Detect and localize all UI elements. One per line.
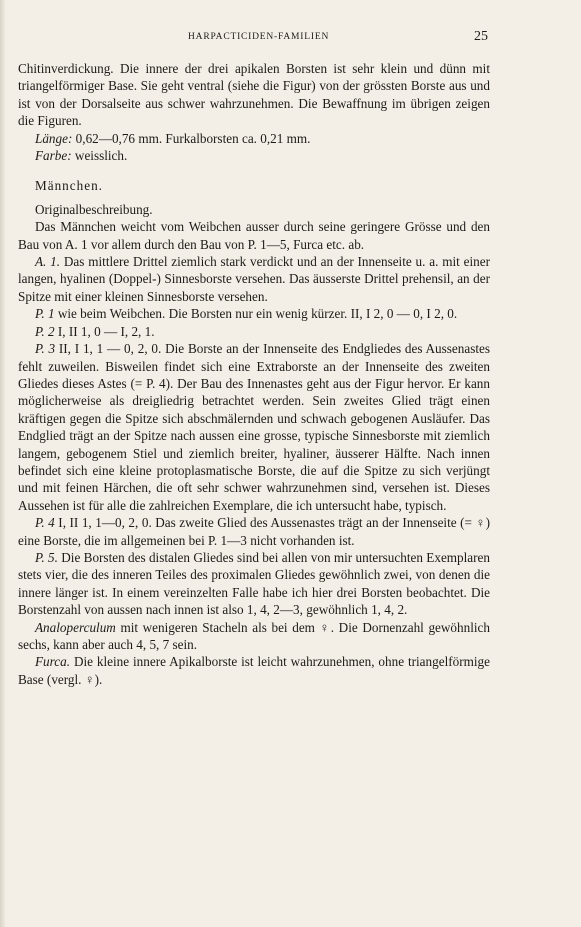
paragraph-text: Die Borsten des distalen Gliedes sind bei allen von mir untersuchten Exemplaren stets vier, die des inneren Teiles des proximalen Gliedes gewöhnlich zwei, von denen die innere länger ist. In einem vereinzelten Falle habe ich hier drei Borsten beobachtet. Die Borstenzahl von aussen nach innen ist also 1, 4, 2—3, gewöhnlich 1, 4, 2. bbox=[18, 549, 490, 618]
paragraph-label: P. 5. bbox=[35, 549, 58, 565]
paragraph-text: Die kleine innere Apikalborste ist leicht wahrzunehmen, ohne triangelförmige Base (vergl. ♀). bbox=[18, 654, 490, 687]
paragraph-text: Das mittlere Drittel ziemlich stark verdickt und an der Innenseite u. a. mit einer langen, hyalinen (Doppel-) Sinnesborste versehen. Das äusserste Drittel prehensil, an der Spitze mit einer kleinen Sinnesborste versehen. bbox=[18, 254, 490, 304]
paragraph-p5 bbox=[18, 549, 490, 619]
paragraph-color bbox=[18, 147, 490, 164]
section-gap bbox=[18, 164, 490, 177]
paragraph-text: Chitinverdickung. Die innere der drei apikalen Borsten ist sehr klein und dünn mit triangelförmiger Base. Sie geht ventral (siehe die Figur) von der grössten Borste aus und ist von der Dorsalseite aus schwer wahrzunehmen. Die Bewaffnung im übrigen zeigen die Figuren. bbox=[18, 61, 490, 129]
paragraph-text: Das Männchen weicht vom Weibchen ausser durch seine geringere Grösse und den Bau von A. 1 vor allem durch den Bau von P. 1—5, Furca etc. ab. bbox=[18, 219, 490, 252]
paragraph-analoperculum bbox=[18, 619, 490, 654]
paragraph-label: P. 4 bbox=[35, 515, 55, 531]
paragraph-label: Furca. bbox=[35, 654, 71, 670]
paragraph-text: mit wenigeren Stacheln als bei dem ♀. Die Dornenzahl gewöhnlich sechs, kann aber auch 4, 5, 7 sein. bbox=[18, 619, 490, 652]
paragraph-p2 bbox=[18, 323, 490, 340]
paragraph-label: P. 3 bbox=[35, 341, 56, 357]
page-number: 25 bbox=[474, 29, 488, 44]
page-edge-shadow bbox=[0, 0, 6, 927]
paragraph-label: P. 1 bbox=[35, 306, 55, 322]
paragraph-label: P. 2 bbox=[35, 323, 55, 339]
paragraph-label: A. 1. bbox=[35, 254, 61, 270]
paragraph-original-description bbox=[18, 201, 490, 218]
paragraph-text: 0,62—0,76 mm. Furkalborsten ca. 0,21 mm. bbox=[72, 130, 311, 146]
paragraph-text: I, II 1, 1—0, 2, 0. Das zweite Glied des Aussenastes trägt an der Innenseite (= ♀) eine Borste, die im allgemeinen bei P. 1—3 nicht vorhanden ist. bbox=[18, 515, 491, 548]
paragraph-chitin bbox=[18, 60, 490, 130]
paragraph-text: Originalbeschreibung. bbox=[35, 201, 153, 217]
paragraph-p3 bbox=[18, 340, 490, 514]
page-body bbox=[18, 60, 490, 688]
running-header bbox=[18, 29, 493, 46]
paragraph-label: Analoperculum bbox=[35, 619, 116, 635]
paragraph-length bbox=[18, 130, 490, 147]
paragraph-text: Männchen. bbox=[35, 178, 103, 194]
paragraph-furca bbox=[18, 653, 490, 688]
paragraph-p4 bbox=[18, 514, 490, 549]
paragraph-text: weisslich. bbox=[71, 148, 128, 164]
paragraph-label: Farbe: bbox=[35, 148, 72, 164]
section-heading-male bbox=[18, 177, 490, 194]
paragraph-label: Länge: bbox=[35, 130, 73, 146]
paragraph-text: I, II 1, 0 — I, 2, 1. bbox=[54, 323, 155, 339]
paragraph-p1 bbox=[18, 305, 490, 322]
paragraph-male-differences bbox=[18, 218, 490, 253]
paragraph-a1 bbox=[18, 253, 490, 305]
paragraph-text: wie beim Weibchen. Die Borsten nur ein wenig kürzer. II, I 2, 0 — 0, I 2, 0. bbox=[54, 306, 458, 322]
running-header-title: HARPACTICIDEN-FAMILIEN bbox=[188, 32, 330, 42]
paragraph-text: II, I 1, 1 — 0, 2, 0. Die Borste an der Innenseite des Endgliedes des Aussenastes fehlt zuweilen. Bisweilen findet sich eine Extraborste an der Innenseite des zweiten Gliedes dieses Astes (= P. 4). Der Bau des Innenastes geht aus der Figur hervor. Er kann möglicherweise als dreigliedrig betrachtet werden. Sein zweites Glied trägt einen kräftigen gegen die Spitze sich abschmälernden und schwach gebogenen Ausläufer. Das Endglied trägt an der Spitze nach aussen eine grosse, typische Sinnesborste mit ziemlich langem, gebogenem Stiel und ziemlich breiter, hyaliner, äusserer Hälfte. Nach innen befindet sich eine kleine protoplasmatische Borste, die auf die Spitze zu sich verjüngt und mit feinen Härchen, die oft sehr schwer wahrzunehmen sind, versehen ist. Dieses Aussehen ist für alle die zahlreichen Exemplare, die ich untersucht habe, typisch. bbox=[18, 341, 490, 513]
